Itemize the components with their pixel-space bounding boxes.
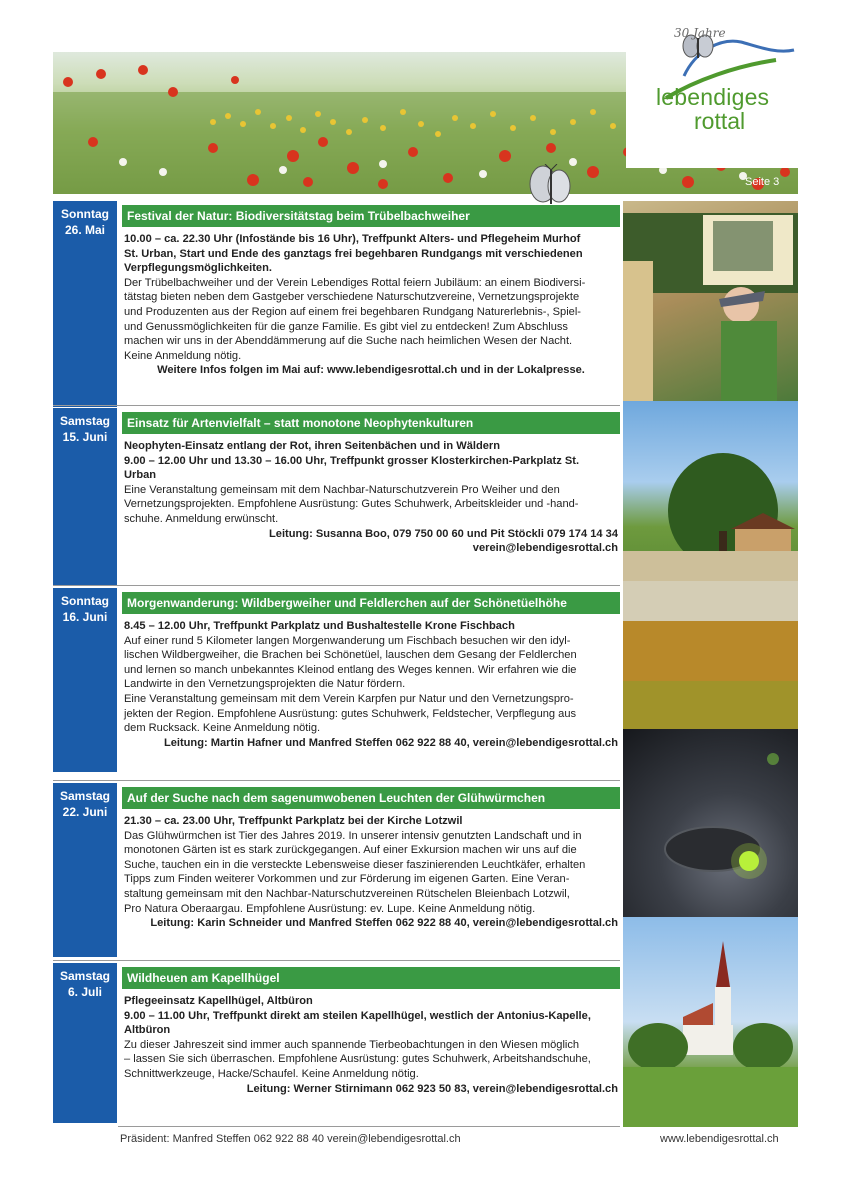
event-title: Auf der Suche nach dem sagenumwobenen Leuchten der Glühwürmchen [122,787,620,809]
event-time-place-line: Verpflegungsmöglichkeiten. [124,262,272,275]
event-date: 22. Juni [62,805,108,820]
photo-children-poster [623,201,798,401]
event-body [124,619,618,750]
event-section [53,588,620,772]
event-time-place-line: Neophyten-Einsatz entlang der Rot, ihren Seitenbächen und in Wäldern [124,440,500,452]
event-description-line: Das Glühwürmchen ist Tier des Jahres 2019. In unserer intensiv genutzten Landschaft und in [124,829,582,842]
event-description-line: Schnittwerkzeuge, Hacke/Schaufel. Keine Anmeldung nötig. [124,1067,419,1080]
section-divider [53,585,620,586]
event-title: Morgenwanderung: Wildbergweiher und Feldlerchen auf der Schönetüelhöhe [122,592,620,614]
event-description-line: Eine Veranstaltung gemeinsam mit dem Nachbar-Naturschutzverein Pro Weiher und den [124,483,560,496]
footer-president: Präsident: Manfred Steffen 062 922 88 40 verein@lebendigesrottal.ch [120,1133,461,1145]
event-description-line: Der Trübelbachweiher und der Verein Lebendiges Rottal feiern Jubiläum: an einem Biodiversi- [124,276,586,289]
event-date: 15. Juni [62,430,108,445]
event-description-line: schuhe. Anmeldung erwünscht. [124,512,279,525]
event-contact-line: verein@lebendigesrottal.ch [472,542,618,555]
event-description-line: staltung gemeinsam mit den Nachbar-Naturschutzvereinen Rütschelen Bleienbach Lotzwil, [124,887,570,900]
section-divider [53,960,620,961]
event-day: Sonntag [61,207,109,221]
photo-chapel [623,917,798,1127]
event-description-line: Zu dieser Jahreszeit sind immer auch spannende Tierbeobachtungen in den Wiesen möglich [124,1038,580,1051]
event-description-line: Eine Veranstaltung gemeinsam mit dem Verein Karpfen pur Natur und den Vernetzungspro- [124,692,574,705]
event-time-place-line: 10.00 – ca. 22.30 Uhr (Infostände bis 16 Uhr), Treffpunkt Alters- und Pflegeheim Murhof [124,233,581,245]
event-description-line: dem Rucksack. Keine Anmeldung nötig. [124,722,321,735]
event-date-badge [53,783,117,957]
event-section [53,783,620,957]
event-body [124,232,618,378]
event-description-line: Tipps zum Finden weiterer Vorkommen und zur Förderung im eigenen Garten. Eine Veran- [124,873,570,886]
event-description-line: – lassen Sie sich überraschen. Empfohlene Ausrüstung: gutes Schuhwerk, Arbeitshandschuhe, [124,1053,591,1066]
event-description-line: Vernetzungsprojekten. Empfohlene Ausrüstung: Gutes Schuhwerk, Arbeitskleider und -hand- [124,498,579,511]
event-description-line: und lernen so manch unbekanntes Kleinod entlang des Weges kennen. Wir erfahren wie die [124,663,577,676]
logo-jubilee-text: 30 Jahre [674,26,726,40]
event-time-place-line: 9.00 – 12.00 Uhr und 13.30 – 16.00 Uhr, Treffpunkt grosser Klosterkirchen-Parkplatz St. [124,454,580,467]
section-divider [53,405,620,406]
event-description-line: Keine Anmeldung nötig. [124,349,242,362]
event-section [53,201,620,407]
event-day: Sonntag [61,594,109,608]
event-description-line: Suche, tauchen ein in die versteckte Lebensweise dieser faszinierenden Leuchtkäfer, erhalten [124,858,586,871]
event-description-line: Auf einer rund 5 Kilometer langen Morgenwanderung um Fischbach besuchen wir den idyl- [124,634,571,647]
event-date-badge [53,963,117,1123]
logo [626,20,804,168]
event-body [124,439,618,556]
event-description-line: tätstag bieten neben dem Gastgeber verschiedene Naturschutzvereine, Vernetzungsprojekte [124,291,580,304]
event-contact-line: Leitung: Martin Hafner und Manfred Steffen 062 922 88 40, verein@lebendigesrottal.ch [163,736,618,749]
event-time-place-line: 8.45 – 12.00 Uhr, Treffpunkt Parkplatz und Bushaltestelle Krone Fischbach [124,620,515,632]
event-day: Samstag [59,414,111,428]
event-date-badge [53,588,117,772]
event-day: Samstag [59,789,111,803]
event-date-badge [53,201,117,407]
event-date: 6. Juli [67,985,102,1000]
event-description-line: Pro Natura Oberaargau. Empfohlene Ausrüstung: ev. Lupe. Keine Anmeldung nötig. [124,902,536,915]
event-time-place-line: 21.30 – ca. 23.00 Uhr, Treffpunkt Parkplatz bei der Kirche Lotzwil [124,815,463,827]
photo-pond [623,581,798,729]
event-time-place-line: Altbüron [124,1024,171,1037]
event-time-place-line: Urban [124,469,157,482]
event-contact-line: Leitung: Susanna Boo, 079 750 00 60 und Pit Stöckli 079 174 14 34 [269,527,618,540]
footer-website-link[interactable]: www.lebendigesrottal.ch [660,1133,779,1145]
page-label: Seite 3 [745,176,780,188]
event-contact-line: Weitere Infos folgen im Mai auf: www.lebendigesrottal.ch und in der Lokalpresse. [157,364,585,377]
event-description-line: Landwirte in den Vernetzungsprojekten die Natur fördern. [124,678,406,691]
event-description-line: jekten der Region. Empfohlene Ausrüstung: gutes Schuhwerk, Feldstecher, Verpflegung aus [124,707,577,720]
event-date: 26. Mai [64,223,106,238]
logo-word-lebendiges: lebendiges [656,84,770,110]
event-title: Wildheuen am Kapellhügel [122,967,620,989]
event-day: Samstag [59,969,111,983]
photo-farmhouse [623,401,798,581]
event-time-place-line: St. Urban, Start und Ende des ganztags frei begehbaren Rundgangs mit verschiedenen [124,247,583,260]
event-title: Einsatz für Artenvielfalt – statt monotone Neophytenkulturen [122,412,620,434]
event-time-place-line: 9.00 – 11.00 Uhr, Treffpunkt direkt am steilen Kapellhügel, westlich der Antonius-Kapelle, [124,1009,591,1022]
event-section [53,408,620,586]
event-date: 16. Juni [62,610,108,625]
event-description-line: monotonen Gärten ist es stark zurückgegangen. Auf einer Exkursion machen wir uns auf die [124,844,577,857]
footer-divider [118,1126,620,1127]
event-time-place-line: Pflegeeinsatz Kapellhügel, Altbüron [124,995,313,1007]
event-title: Festival der Natur: Biodiversitätstag beim Trübelbachweiher [122,205,620,227]
section-divider [53,780,620,781]
event-description-line: und Produzenten aus der Region auf einem frei begehbaren Rundgang Naturerlebnis-, Spiel- [124,305,581,318]
event-date-badge [53,408,117,586]
photo-glowworm [623,729,798,917]
event-contact-line: Leitung: Werner Stirnimann 062 923 50 83, verein@lebendigesrottal.ch [246,1082,618,1095]
event-body [124,994,618,1096]
event-description-line: machen wir uns in der Abenddämmerung auf die Suche nach heimlichen Wesen der Nacht. [124,335,573,348]
event-body [124,814,618,931]
event-description-line: und Genussmöglichkeiten für die ganze Familie. Es gibt viel zu entdecken! Zum Abschluss [124,320,568,333]
event-description-line: lischen Wildbergweiher, die Brachen bei Schönetüel, lauschen dem Gesang der Feldlerchen [124,649,577,662]
event-section [53,963,620,1123]
event-contact-line: Leitung: Karin Schneider und Manfred Steffen 062 922 88 40, verein@lebendigesrottal.ch [150,917,618,930]
logo-word-rottal: rottal [694,108,746,134]
